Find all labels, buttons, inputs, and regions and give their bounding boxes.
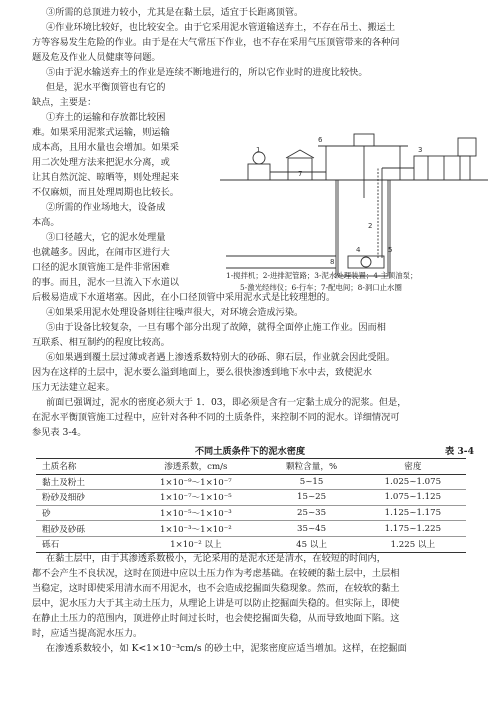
para-line: 难。如果采用泥浆式运输，则运输: [32, 127, 170, 138]
para-line: 用二次处理方法来把泥水分离，或: [32, 157, 170, 168]
para-line: 当稳定，这时即使采用清水而不用泥水，也不会造成挖掘面失稳现象。然而，在较软的黏土: [32, 583, 400, 594]
table-cell: 35~45: [263, 521, 359, 537]
para-line: 层中，泥水压力大于其主动土压力，从理论上讲是可以防止挖掘面失稳的。但实际上，即使: [32, 598, 400, 609]
para-line: ④作业环境比较好，也比较安全。由于它采用泥水管道输送弃土，不存在吊土、搬运土: [46, 22, 396, 33]
table-cell: 1.175~1.225: [360, 521, 466, 537]
para-line: 在静止土压力的范围内，顶进停止时间过长时，也会使挖掘面失稳，从而导致地面下陷。这: [32, 613, 400, 624]
table-cell: 15~25: [263, 490, 359, 506]
para-line: ⑤由于泥水输送弃土的作业是连续不断地进行的，所以它作业时的进度比较快。: [46, 67, 368, 78]
table-row: [36, 505, 466, 521]
para-line: 口径的泥水顶管施工是件非常困难: [32, 262, 170, 273]
para-line: 也就越多。因此，在闹市区进行大: [32, 247, 170, 258]
para-line: 后极易造成下水道堵塞。因此，在小口径顶管中采用泥水式是比较理想的。: [32, 292, 336, 303]
para-line: ②所需的作业场地大，设备成: [46, 202, 166, 213]
para-line: ⑤由于设备比较复杂，一旦有哪个部分出现了故障，就得全面停止施工作业。因而相: [46, 322, 386, 333]
para-line: 互联系、相互制约的程度比较高。: [32, 337, 170, 348]
para-line: 都不会产生不良状况，这时在顶进中应以土压力作为考虑基础。在较硬的黏土层中，土层相: [32, 568, 400, 579]
svg-text:4: 4: [356, 246, 361, 254]
table-number: 表 3-4: [445, 446, 474, 457]
column-header: 密度: [360, 459, 466, 475]
para-line: ③口径越大，它的泥水处理量: [46, 232, 166, 243]
table-cell: 1×10⁻⁷～1×10⁻⁵: [128, 490, 263, 506]
table-row: [36, 490, 466, 506]
table-cell: 1.125~1.175: [360, 505, 466, 521]
figure-caption: 5-激光经纬仪；6-行车；7-配电间；8-洞口止水圈: [240, 283, 402, 292]
table-cell: 1.025~1.075: [360, 474, 466, 490]
svg-text:6: 6: [318, 136, 323, 144]
table-row: [36, 536, 466, 552]
table-header-row: [36, 459, 466, 475]
para-line: 方等容易发生危险的作业。由于是在大气常压下作业，也不存在采用气压顶管带来的各种问: [32, 37, 400, 48]
table-cell: 1.075~1.125: [360, 490, 466, 506]
table-title: 不同土质条件下的泥水密度: [194, 446, 306, 457]
para-line: 前面已强调过，泥水的密度必须大于 1．03，即必须是含有一定黏土成分的泥浆。但是，: [46, 397, 407, 408]
para-line: 题及危及作业人员健康等问题。: [32, 52, 161, 63]
table-cell: 粉砂及细砂: [36, 490, 128, 506]
para-line: 让其自然沉淀、晾晒等，则处理起来: [32, 172, 179, 183]
svg-text:8: 8: [330, 258, 335, 266]
para-line: 成本高，且用水量也会增加。如果采: [32, 142, 179, 153]
table-cell: 1.225 以上: [360, 536, 466, 552]
para-line: 在泥水平衡顶管施工过程中，应针对各种不同的土质条件，来控制不同的泥水。详细情况可: [32, 412, 400, 423]
para-line: 但是，泥水平衡顶管也有它的: [46, 82, 166, 93]
svg-text:3: 3: [418, 146, 423, 154]
table-row: [36, 521, 466, 537]
table-cell: 粗砂及砂砾: [36, 521, 128, 537]
para-line: 参见表 3-4。: [32, 427, 87, 438]
para-line: ④如果采用泥水处理设备则往往噪声很大，对环境会造成污染。: [46, 307, 304, 318]
figure-caption: 1-搅拌机；2-进排泥管路；3-泥水处理装置；4-主顶油泵；: [226, 271, 418, 280]
para-line: ③所需的总顶进力较小，尤其是在黏土层，适宜于长距离顶管。: [46, 7, 304, 18]
svg-text:2: 2: [368, 222, 373, 230]
table-cell: 1×10⁻⁹～1×10⁻⁷: [128, 474, 263, 490]
svg-text:5: 5: [388, 246, 393, 254]
column-header: 土质名称: [36, 459, 128, 475]
table-cell: 1×10⁻⁵～1×10⁻³: [128, 505, 263, 521]
para-line: 在黏土层中，由于其渗透系数极小，无论采用的是泥水还是清水，在较短的时间内，: [46, 553, 386, 564]
para-line: 的事。而且，泥水一旦流入下水道以: [32, 277, 179, 288]
column-header: 渗透系数，cm/s: [128, 459, 263, 475]
table-cell: 黏土及粉土: [36, 474, 128, 490]
soil-density-table: [36, 458, 466, 553]
para-line: ①弃土的运输和存放都比较困: [46, 112, 166, 123]
para-line: 本高。: [32, 217, 60, 228]
svg-text:7: 7: [298, 170, 303, 178]
table-row: [36, 474, 466, 490]
para-line: 在渗透系数较小，如 K<1×10⁻³cm/s 的砂土中，泥浆密度应适当增加。这样，在挖掘面: [46, 643, 407, 654]
column-header: 颗粒含量，%: [263, 459, 359, 475]
table-cell: 砾石: [36, 536, 128, 552]
para-line: 因为在这样的土层中，泥水要么溢到地面上，要么很快渗透到地下水中去，致使泥水: [32, 367, 372, 378]
table-cell: 砂: [36, 505, 128, 521]
para-line: 时，应适当提高泥水压力。: [32, 628, 143, 639]
table-cell: 25~35: [263, 505, 359, 521]
para-line: 不仅麻烦，而且处理周期也比较长。: [32, 187, 179, 198]
para-line: 压力无法建立起来。: [32, 382, 115, 393]
para-line: ⑥如果遇到覆土层过薄或者遇上渗透系数特别大的砂砾、卵石层，作业就会因此受阻。: [46, 351, 482, 366]
svg-text:1: 1: [256, 146, 261, 154]
table-cell: 1×10⁻³～1×10⁻²: [128, 521, 263, 537]
table-cell: 45 以上: [263, 536, 359, 552]
table-cell: 1×10⁻² 以上: [128, 536, 263, 552]
para-line: 缺点，主要是：: [32, 97, 97, 108]
table-cell: 5~15: [263, 474, 359, 490]
